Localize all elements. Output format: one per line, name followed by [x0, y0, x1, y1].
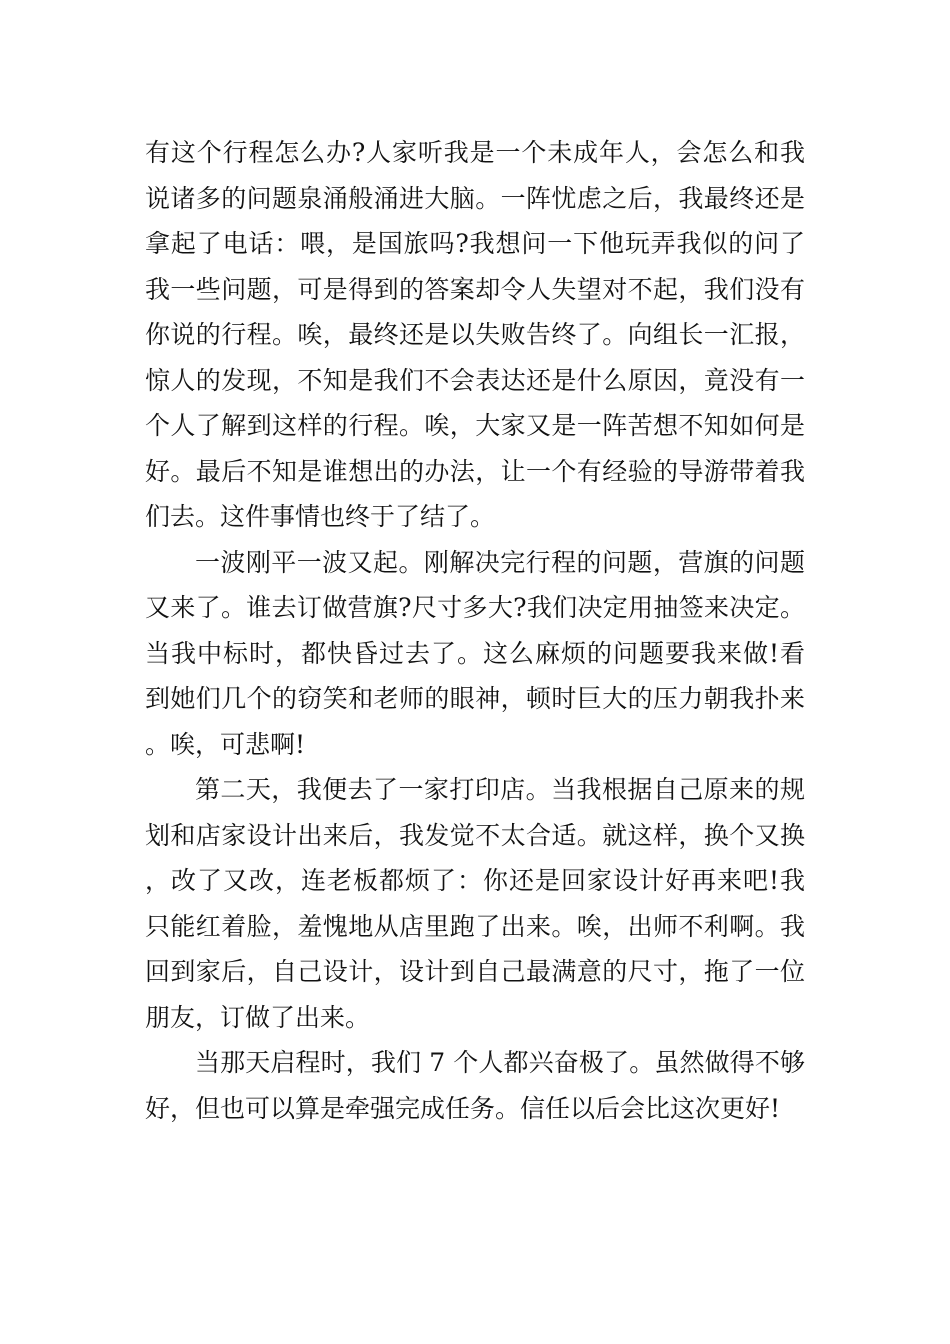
document-body: [145, 130, 805, 1131]
paragraph-4: 当那天启程时，我们 7 个人都兴奋极了。虽然做得不够好，但也可以算是牵强完成任务。信任以后会比这次更好!: [145, 1048, 805, 1123]
paragraph-3: 第二天，我便去了一家打印店。当我根据自己原来的规划和店家设计出来后，我发觉不太合适。就这样，换个又换，改了又改，连老板都烦了：你还是回家设计好再来吧!我只能红着脸，羞愧地从店里跑了出来。唉，出师不利啊。我回到家后，自己设计，设计到自己最满意的尺寸，拖了一位朋友，订做了出来。: [145, 775, 805, 1032]
paragraph-1: 有这个行程怎么办?人家听我是一个未成年人，会怎么和我说诸多的问题泉涌般涌进大脑。一阵忧虑之后，我最终还是拿起了电话：喂，是国旅吗?我想问一下他玩弄我似的问了我一些问题，可是得到的答案却令人失望对不起，我们没有你说的行程。唉，最终还是以失败告终了。向组长一汇报，惊人的发现，不知是我们不会表达还是什么原因，竟没有一个人了解到这样的行程。唉，大家又是一阵苦想不知如何是好。最后不知是谁想出的办法，让一个有经验的导游带着我们去。这件事情也终于了结了。: [145, 138, 805, 531]
paragraph-2: 一波刚平一波又起。刚解决完行程的问题，营旗的问题又来了。谁去订做营旗?尺寸多大?我们决定用抽签来决定。当我中标时，都快昏过去了。这么麻烦的问题要我来做!看到她们几个的窃笑和老师的眼神，顿时巨大的压力朝我扑来。唉，可悲啊!: [145, 547, 805, 759]
